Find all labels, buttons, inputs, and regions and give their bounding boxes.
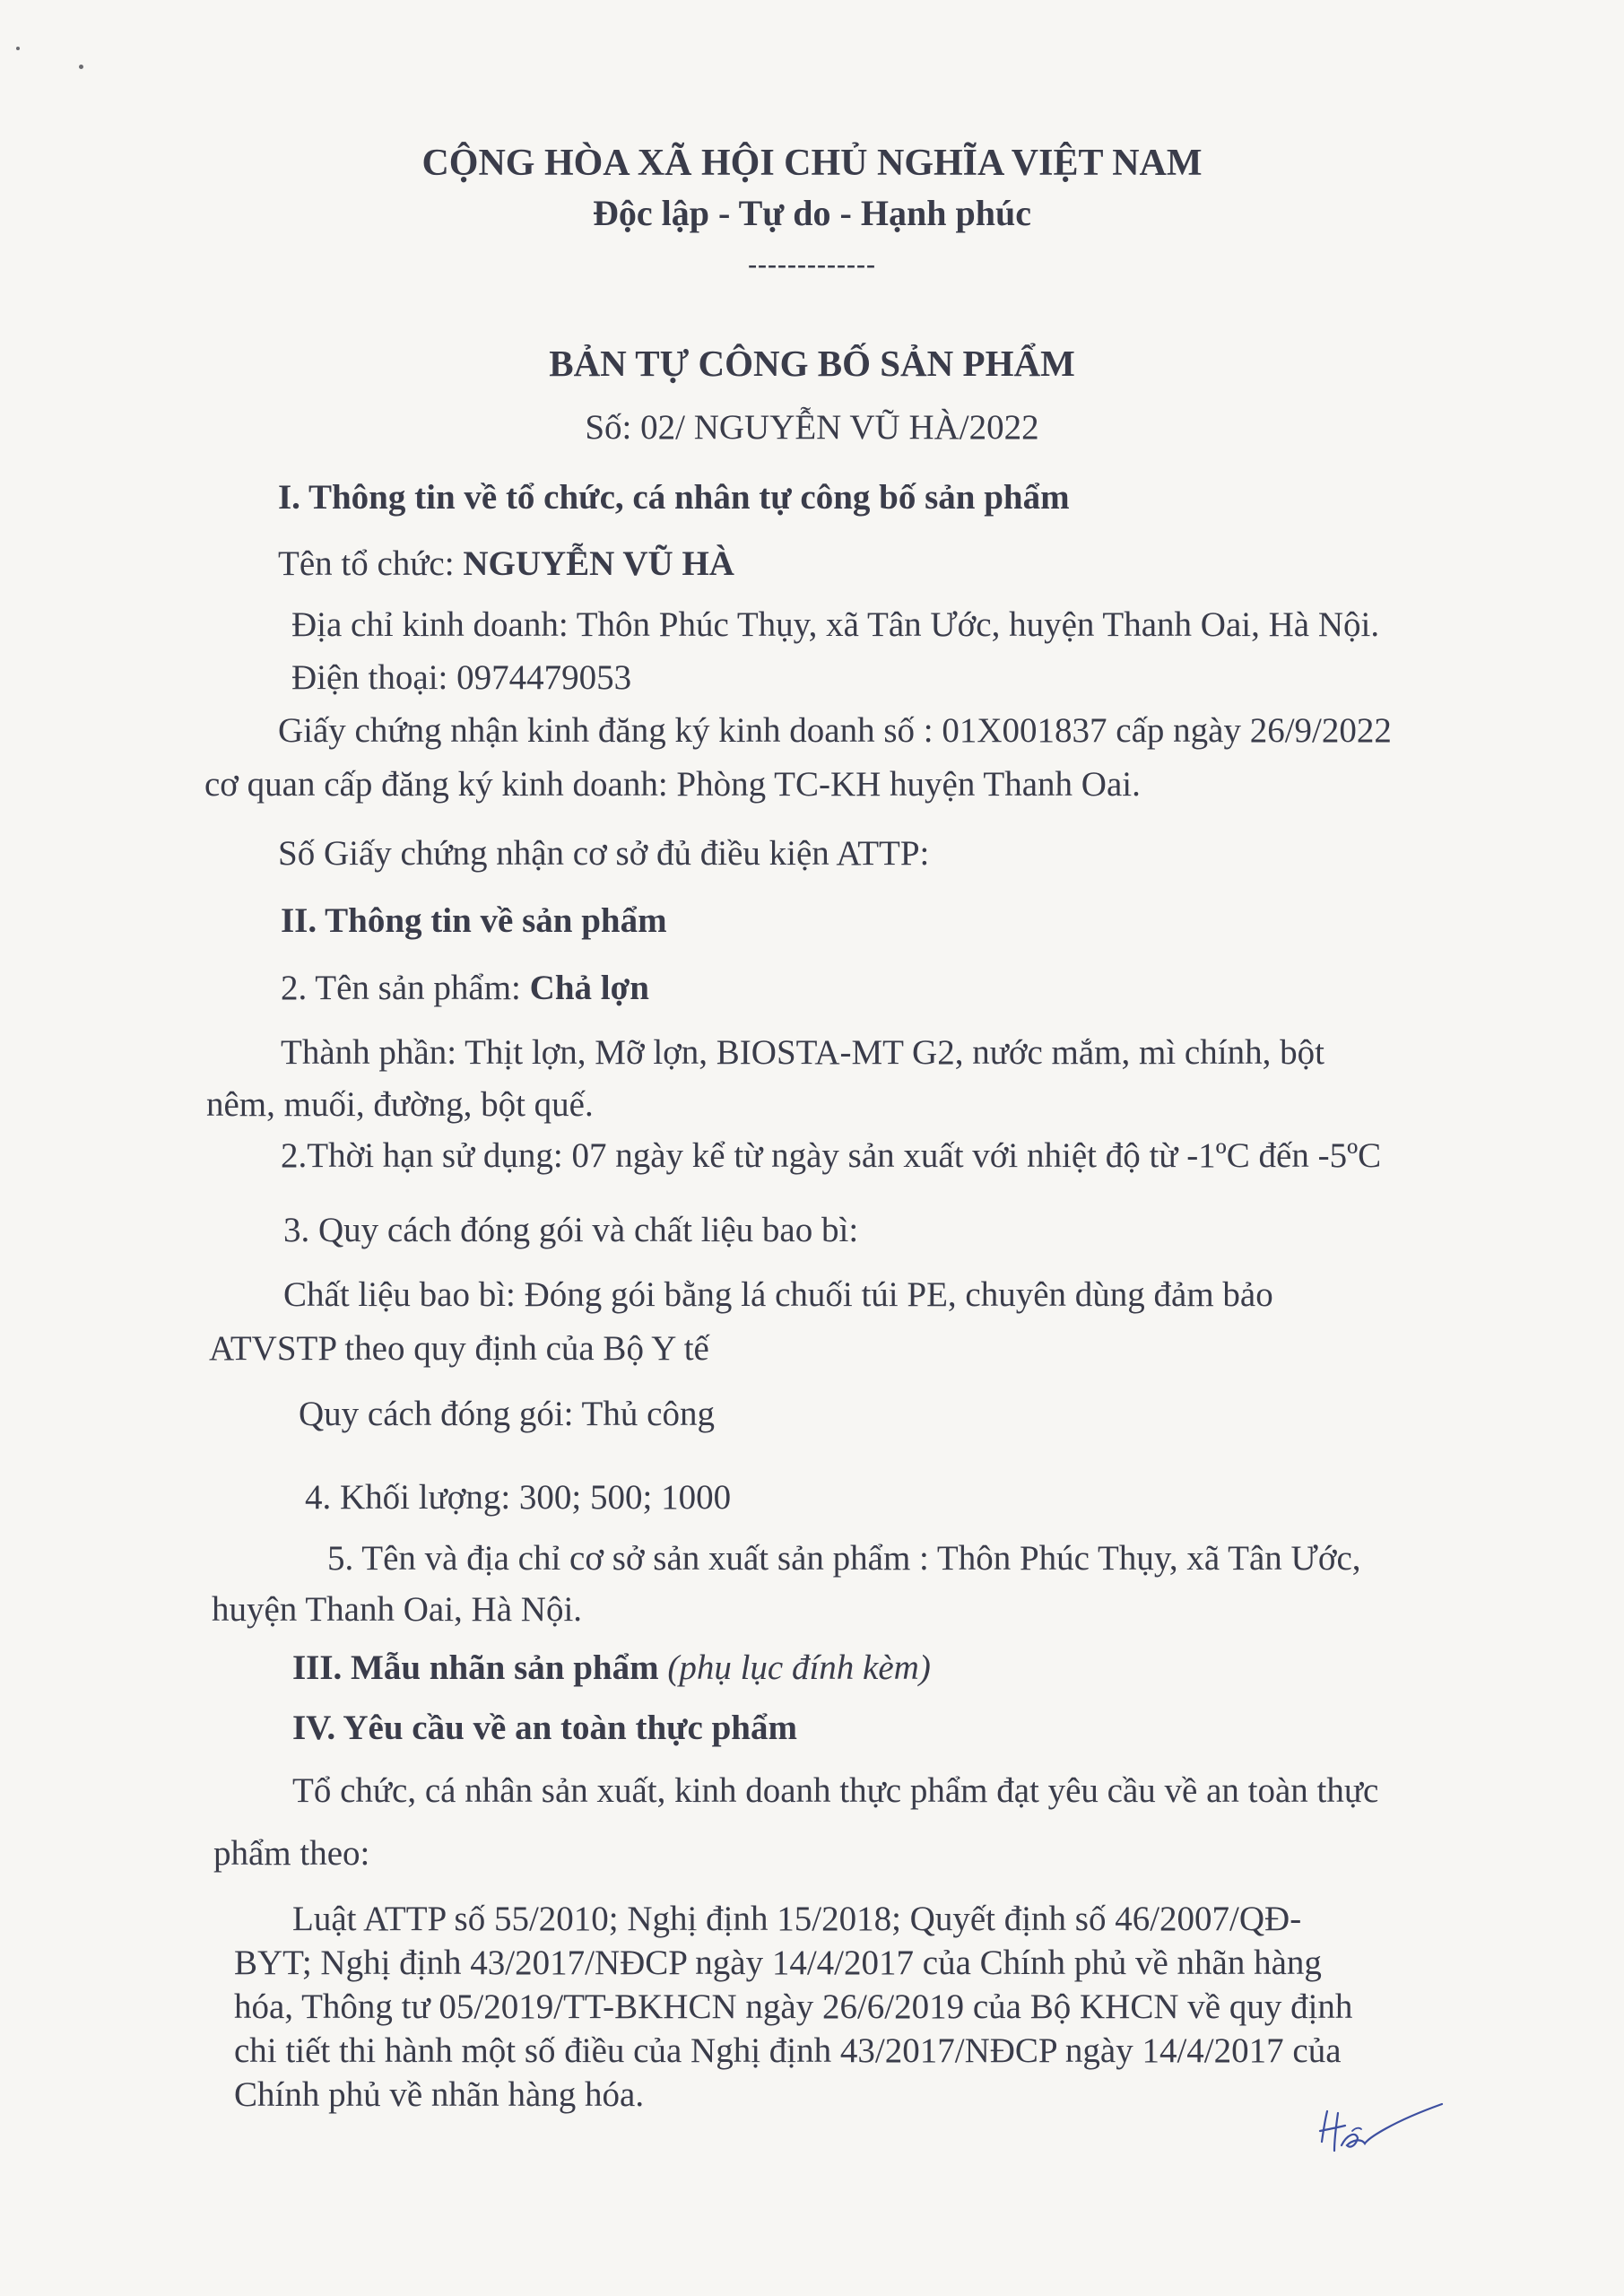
header-separator: ------------- (748, 249, 876, 279)
net-weight: 4. Khối lượng: 300; 500; 1000 (305, 1478, 732, 1517)
packing-method: Quy cách đóng gói: Thủ công (299, 1395, 715, 1433)
country-heading: CỘNG HÒA XÃ HỘI CHỦ NGHĨA VIỆT NAM (421, 143, 1203, 184)
producer-line-2: huyện Thanh Oai, Hà Nội. (212, 1590, 583, 1629)
label-appendix-note: (phụ lục đính kèm) (667, 1648, 931, 1687)
scan-speck (16, 47, 20, 50)
regulations-line-4: chi tiết thi hành một số điều của Nghị định 43/2017/NĐCP ngày 14/4/2017 của (234, 2031, 1342, 2070)
product-name-label: 2. Tên sản phẩm: (281, 969, 530, 1007)
packaging-material-line-1: Chất liệu bao bì: Đóng gói bằng lá chuối túi PE, chuyên dùng đảm bảo (283, 1275, 1273, 1314)
section-2-heading: II. Thông tin về sản phẩm (281, 901, 667, 940)
regulations-line-1: Luật ATTP số 55/2010; Nghị định 15/2018; Quyết định số 46/2007/QĐ- (292, 1900, 1302, 1938)
national-motto: Độc lập - Tự do - Hạnh phúc (593, 193, 1031, 233)
document-number: Số: 02/ NGUYỄN VŨ HÀ/2022 (585, 408, 1039, 447)
section-3-heading: III. Mẫu nhãn sản phẩm (292, 1648, 668, 1687)
attp-certificate: Số Giấy chứng nhận cơ sở đủ điều kiện ATTP: (278, 834, 930, 873)
section-4-heading: IV. Yêu cầu về an toàn thực phẩm (292, 1709, 797, 1747)
producer-line-1: 5. Tên và địa chỉ cơ sở sản xuất sản phẩm : Thôn Phúc Thụy, xã Tân Ước, (327, 1539, 1361, 1578)
handwritten-signature (1311, 2099, 1446, 2170)
product-name-line (281, 969, 649, 1009)
food-safety-intro-line-2: phẩm theo: (213, 1834, 370, 1873)
packaging-material-line-2: ATVSTP theo quy định của Bộ Y tế (209, 1329, 709, 1368)
organization-line (278, 544, 734, 585)
section-1-heading: I. Thông tin về tổ chức, cá nhân tự công bố sản phẩm (278, 478, 1070, 517)
food-safety-intro-line-1: Tổ chức, cá nhân sản xuất, kinh doanh thực phẩm đạt yêu cầu về an toàn thực (292, 1771, 1379, 1810)
regulations-line-2: BYT; Nghị định 43/2017/NĐCP ngày 14/4/2017 của Chính phủ về nhãn hàng (234, 1944, 1322, 1982)
scan-speck (79, 65, 83, 69)
business-address: Địa chỉ kinh doanh: Thôn Phúc Thụy, xã Tân Ước, huyện Thanh Oai, Hà Nội. (291, 605, 1380, 644)
regulations-line-3: hóa, Thông tư 05/2019/TT-BKHCN ngày 26/6/2019 của Bộ KHCN về quy định (234, 1987, 1353, 2026)
section-3-line (292, 1648, 931, 1689)
organization-label: Tên tổ chức: (278, 544, 464, 583)
shelf-life: 2.Thời hạn sử dụng: 07 ngày kể từ ngày sản xuất với nhiệt độ từ -1ºC đến -5ºC (281, 1136, 1382, 1175)
regulations-line-5: Chính phủ về nhãn hàng hóa. (234, 2075, 645, 2114)
ingredients-line-2: nêm, muối, đường, bột quế. (206, 1085, 594, 1124)
phone-number: Điện thoại: 0974479053 (291, 658, 632, 697)
product-name: Chả lợn (529, 969, 649, 1007)
organization-name: NGUYỄN VŨ HÀ (463, 544, 734, 583)
business-license-line-2: cơ quan cấp đăng ký kinh doanh: Phòng TC-KH huyện Thanh Oai. (204, 765, 1141, 804)
document-title: BẢN TỰ CÔNG BỐ SẢN PHẨM (549, 343, 1075, 384)
ingredients-line-1: Thành phần: Thịt lợn, Mỡ lợn, BIOSTA-MT G2, nước mắm, mì chính, bột (281, 1033, 1324, 1072)
packaging-heading: 3. Quy cách đóng gói và chất liệu bao bì: (283, 1211, 859, 1249)
business-license-line-1: Giấy chứng nhận kinh đăng ký kinh doanh số : 01X001837 cấp ngày 26/9/2022 (278, 711, 1392, 750)
